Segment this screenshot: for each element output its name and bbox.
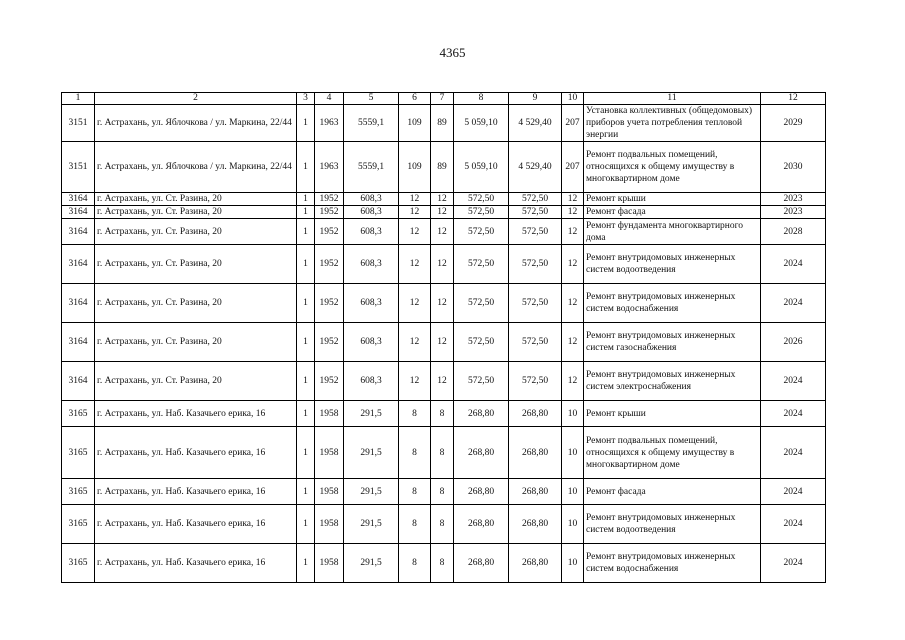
column-7-cell: 8 — [431, 479, 454, 505]
year-built-cell: 1952 — [315, 245, 344, 284]
column-8-cell: 268,80 — [454, 544, 509, 583]
work-type-cell: Ремонт внутридомовых инженерных систем водоснабжения — [584, 284, 761, 323]
column-number-row — [62, 93, 826, 105]
column-7-cell: 12 — [431, 193, 454, 206]
address-cell: г. Астрахань, ул. Наб. Казачьего ерика, 16 — [95, 505, 297, 544]
year-built-cell: 1963 — [315, 105, 344, 142]
column-6-cell: 8 — [399, 401, 431, 427]
column-8-cell: 268,80 — [454, 505, 509, 544]
year-built-cell: 1952 — [315, 219, 344, 245]
column-10-cell: 10 — [562, 544, 584, 583]
column-number: 3 — [297, 93, 315, 105]
total-area-cell: 291,5 — [344, 479, 399, 505]
year-built-cell: 1958 — [315, 505, 344, 544]
column-3-cell: 1 — [297, 142, 315, 193]
column-3-cell: 1 — [297, 193, 315, 206]
column-number: 8 — [454, 93, 509, 105]
column-3-cell: 1 — [297, 479, 315, 505]
deadline-year-cell: 2024 — [761, 544, 826, 583]
column-number: 1 — [62, 93, 95, 105]
total-area-cell: 608,3 — [344, 219, 399, 245]
capital-repair-table — [61, 92, 826, 583]
column-3-cell: 1 — [297, 401, 315, 427]
column-3-cell: 1 — [297, 219, 315, 245]
column-10-cell: 12 — [562, 193, 584, 206]
column-8-cell: 572,50 — [454, 219, 509, 245]
row-id-cell: 3164 — [62, 245, 95, 284]
address-cell: г. Астрахань, ул. Наб. Казачьего ерика, 16 — [95, 401, 297, 427]
row-id-cell: 3164 — [62, 193, 95, 206]
column-6-cell: 12 — [399, 245, 431, 284]
year-built-cell: 1952 — [315, 284, 344, 323]
work-type-cell: Ремонт крыши — [584, 401, 761, 427]
year-built-cell: 1952 — [315, 362, 344, 401]
column-3-cell: 1 — [297, 427, 315, 479]
column-9-cell: 572,50 — [509, 362, 562, 401]
column-3-cell: 1 — [297, 323, 315, 362]
address-cell: г. Астрахань, ул. Наб. Казачьего ерика, 16 — [95, 479, 297, 505]
year-built-cell: 1958 — [315, 544, 344, 583]
column-7-cell: 12 — [431, 206, 454, 219]
row-id-cell: 3164 — [62, 219, 95, 245]
column-number: 10 — [562, 93, 584, 105]
column-7-cell: 12 — [431, 362, 454, 401]
table-row — [62, 544, 826, 583]
column-6-cell: 12 — [399, 206, 431, 219]
address-cell: г. Астрахань, ул. Ст. Разина, 20 — [95, 219, 297, 245]
column-number: 6 — [399, 93, 431, 105]
column-9-cell: 572,50 — [509, 323, 562, 362]
column-3-cell: 1 — [297, 362, 315, 401]
deadline-year-cell: 2026 — [761, 323, 826, 362]
column-6-cell: 8 — [399, 427, 431, 479]
column-8-cell: 5 059,10 — [454, 142, 509, 193]
total-area-cell: 608,3 — [344, 193, 399, 206]
total-area-cell: 608,3 — [344, 284, 399, 323]
total-area-cell: 608,3 — [344, 245, 399, 284]
column-7-cell: 12 — [431, 245, 454, 284]
column-9-cell: 268,80 — [509, 427, 562, 479]
table-row — [62, 479, 826, 505]
column-9-cell: 572,50 — [509, 219, 562, 245]
address-cell: г. Астрахань, ул. Ст. Разина, 20 — [95, 193, 297, 206]
column-6-cell: 12 — [399, 219, 431, 245]
column-7-cell: 89 — [431, 105, 454, 142]
column-10-cell: 207 — [562, 105, 584, 142]
table-row — [62, 193, 826, 206]
work-type-cell: Установка коллективных (общедомовых) приборов учета потребления тепловой энергии — [584, 105, 761, 142]
column-7-cell: 8 — [431, 544, 454, 583]
total-area-cell: 608,3 — [344, 362, 399, 401]
column-number: 5 — [344, 93, 399, 105]
address-cell: г. Астрахань, ул. Наб. Казачьего ерика, 16 — [95, 544, 297, 583]
column-8-cell: 268,80 — [454, 427, 509, 479]
total-area-cell: 291,5 — [344, 544, 399, 583]
column-6-cell: 109 — [399, 105, 431, 142]
year-built-cell: 1952 — [315, 323, 344, 362]
work-type-cell: Ремонт внутридомовых инженерных систем электроснабжения — [584, 362, 761, 401]
work-type-cell: Ремонт внутридомовых инженерных систем водоотведения — [584, 505, 761, 544]
column-8-cell: 572,50 — [454, 193, 509, 206]
work-type-cell: Ремонт внутридомовых инженерных систем водоснабжения — [584, 544, 761, 583]
row-id-cell: 3165 — [62, 505, 95, 544]
column-10-cell: 12 — [562, 323, 584, 362]
address-cell: г. Астрахань, ул. Ст. Разина, 20 — [95, 206, 297, 219]
column-9-cell: 4 529,40 — [509, 105, 562, 142]
column-3-cell: 1 — [297, 206, 315, 219]
address-cell: г. Астрахань, ул. Наб. Казачьего ерика, 16 — [95, 427, 297, 479]
column-10-cell: 10 — [562, 427, 584, 479]
column-number: 2 — [95, 93, 297, 105]
table-row — [62, 245, 826, 284]
deadline-year-cell: 2024 — [761, 245, 826, 284]
column-6-cell: 12 — [399, 193, 431, 206]
column-8-cell: 5 059,10 — [454, 105, 509, 142]
page-number: 4365 — [439, 45, 466, 60]
table-row — [62, 219, 826, 245]
total-area-cell: 291,5 — [344, 505, 399, 544]
column-3-cell: 1 — [297, 245, 315, 284]
work-type-cell: Ремонт фасада — [584, 479, 761, 505]
column-8-cell: 572,50 — [454, 284, 509, 323]
work-type-cell: Ремонт крыши — [584, 193, 761, 206]
work-type-cell: Ремонт внутридомовых инженерных систем водоотведения — [584, 245, 761, 284]
column-9-cell: 4 529,40 — [509, 142, 562, 193]
total-area-cell: 5559,1 — [344, 105, 399, 142]
work-type-cell: Ремонт внутридомовых инженерных систем газоснабжения — [584, 323, 761, 362]
deadline-year-cell: 2024 — [761, 284, 826, 323]
year-built-cell: 1958 — [315, 427, 344, 479]
column-3-cell: 1 — [297, 505, 315, 544]
column-6-cell: 12 — [399, 323, 431, 362]
column-6-cell: 109 — [399, 142, 431, 193]
column-6-cell: 12 — [399, 284, 431, 323]
column-8-cell: 572,50 — [454, 323, 509, 362]
column-number: 12 — [761, 93, 826, 105]
column-7-cell: 8 — [431, 401, 454, 427]
column-7-cell: 12 — [431, 219, 454, 245]
column-9-cell: 572,50 — [509, 206, 562, 219]
column-6-cell: 8 — [399, 479, 431, 505]
work-type-cell: Ремонт подвальных помещений, относящихся к общему имуществу в многоквартирном доме — [584, 427, 761, 479]
column-9-cell: 268,80 — [509, 479, 562, 505]
column-10-cell: 12 — [562, 219, 584, 245]
deadline-year-cell: 2030 — [761, 142, 826, 193]
column-9-cell: 572,50 — [509, 193, 562, 206]
column-number: 7 — [431, 93, 454, 105]
row-id-cell: 3164 — [62, 362, 95, 401]
column-10-cell: 12 — [562, 245, 584, 284]
table-row — [62, 105, 826, 142]
column-9-cell: 268,80 — [509, 401, 562, 427]
column-10-cell: 207 — [562, 142, 584, 193]
work-type-cell: Ремонт фасада — [584, 206, 761, 219]
column-9-cell: 268,80 — [509, 544, 562, 583]
year-built-cell: 1952 — [315, 193, 344, 206]
column-8-cell: 572,50 — [454, 245, 509, 284]
deadline-year-cell: 2024 — [761, 401, 826, 427]
total-area-cell: 291,5 — [344, 401, 399, 427]
year-built-cell: 1963 — [315, 142, 344, 193]
table-row — [62, 401, 826, 427]
table-row — [62, 284, 826, 323]
table-row — [62, 142, 826, 193]
column-3-cell: 1 — [297, 284, 315, 323]
total-area-cell: 291,5 — [344, 427, 399, 479]
column-8-cell: 268,80 — [454, 479, 509, 505]
column-8-cell: 268,80 — [454, 401, 509, 427]
column-9-cell: 572,50 — [509, 245, 562, 284]
deadline-year-cell: 2029 — [761, 105, 826, 142]
row-id-cell: 3165 — [62, 479, 95, 505]
row-id-cell: 3164 — [62, 206, 95, 219]
address-cell: г. Астрахань, ул. Ст. Разина, 20 — [95, 284, 297, 323]
year-built-cell: 1958 — [315, 479, 344, 505]
column-8-cell: 572,50 — [454, 362, 509, 401]
table-body — [62, 105, 826, 583]
column-6-cell: 8 — [399, 544, 431, 583]
column-10-cell: 10 — [562, 401, 584, 427]
address-cell: г. Астрахань, ул. Ст. Разина, 20 — [95, 245, 297, 284]
total-area-cell: 5559,1 — [344, 142, 399, 193]
total-area-cell: 608,3 — [344, 323, 399, 362]
work-type-cell: Ремонт фундамента многоквартирного дома — [584, 219, 761, 245]
column-9-cell: 572,50 — [509, 284, 562, 323]
deadline-year-cell: 2028 — [761, 219, 826, 245]
address-cell: г. Астрахань, ул. Ст. Разина, 20 — [95, 323, 297, 362]
deadline-year-cell: 2024 — [761, 505, 826, 544]
column-3-cell: 1 — [297, 105, 315, 142]
column-10-cell: 10 — [562, 505, 584, 544]
column-7-cell: 12 — [431, 284, 454, 323]
year-built-cell: 1958 — [315, 401, 344, 427]
column-6-cell: 12 — [399, 362, 431, 401]
row-id-cell: 3164 — [62, 284, 95, 323]
address-cell: г. Астрахань, ул. Яблочкова / ул. Маркина, 22/44 — [95, 142, 297, 193]
column-9-cell: 268,80 — [509, 505, 562, 544]
column-7-cell: 12 — [431, 323, 454, 362]
column-6-cell: 8 — [399, 505, 431, 544]
row-id-cell: 3164 — [62, 323, 95, 362]
column-10-cell: 12 — [562, 362, 584, 401]
table-row — [62, 323, 826, 362]
column-number: 4 — [315, 93, 344, 105]
year-built-cell: 1952 — [315, 206, 344, 219]
table-row — [62, 427, 826, 479]
column-3-cell: 1 — [297, 544, 315, 583]
row-id-cell: 3151 — [62, 105, 95, 142]
column-10-cell: 10 — [562, 479, 584, 505]
table-row — [62, 206, 826, 219]
row-id-cell: 3165 — [62, 401, 95, 427]
deadline-year-cell: 2024 — [761, 362, 826, 401]
column-10-cell: 12 — [562, 206, 584, 219]
column-7-cell: 8 — [431, 427, 454, 479]
column-7-cell: 8 — [431, 505, 454, 544]
deadline-year-cell: 2023 — [761, 193, 826, 206]
deadline-year-cell: 2024 — [761, 479, 826, 505]
address-cell: г. Астрахань, ул. Ст. Разина, 20 — [95, 362, 297, 401]
deadline-year-cell: 2024 — [761, 427, 826, 479]
address-cell: г. Астрахань, ул. Яблочкова / ул. Маркина, 22/44 — [95, 105, 297, 142]
row-id-cell: 3165 — [62, 427, 95, 479]
column-10-cell: 12 — [562, 284, 584, 323]
work-type-cell: Ремонт подвальных помещений, относящихся к общему имуществу в многоквартирном доме — [584, 142, 761, 193]
table-row — [62, 362, 826, 401]
table-row — [62, 505, 826, 544]
column-number: 9 — [509, 93, 562, 105]
row-id-cell: 3165 — [62, 544, 95, 583]
column-7-cell: 89 — [431, 142, 454, 193]
deadline-year-cell: 2023 — [761, 206, 826, 219]
column-8-cell: 572,50 — [454, 206, 509, 219]
column-number: 11 — [584, 93, 761, 105]
row-id-cell: 3151 — [62, 142, 95, 193]
total-area-cell: 608,3 — [344, 206, 399, 219]
